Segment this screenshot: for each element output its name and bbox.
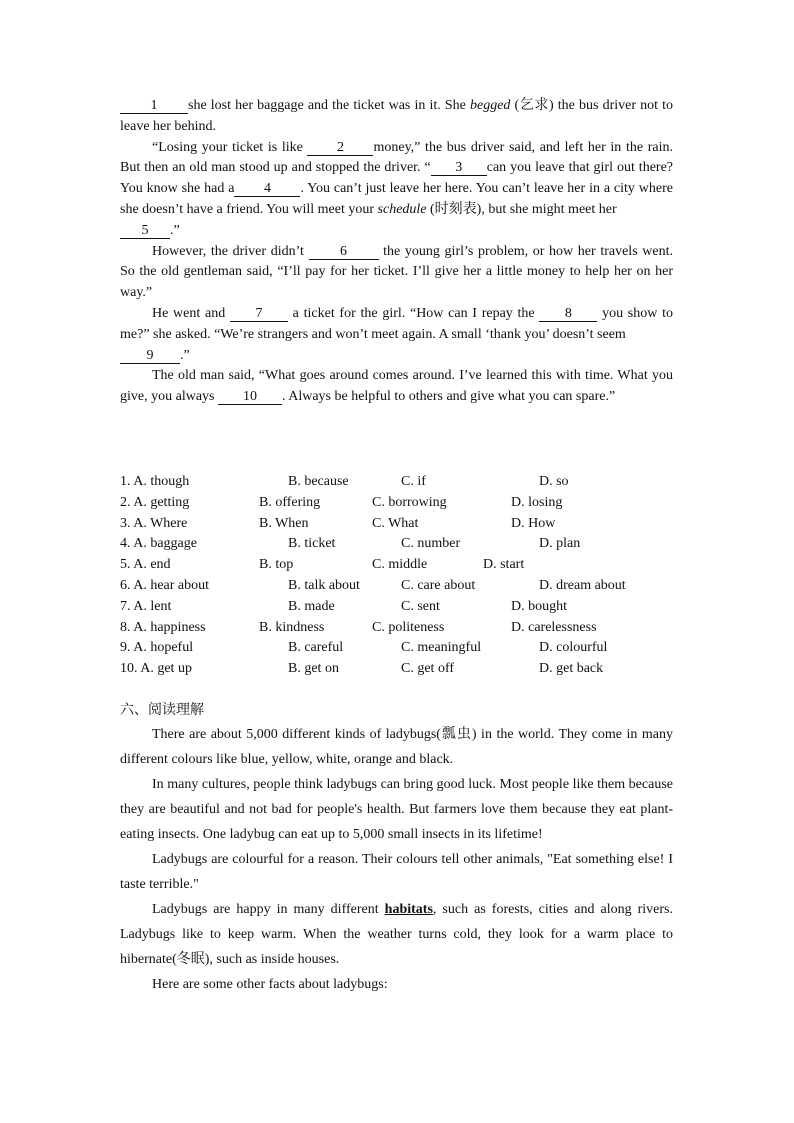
options-row-9 — [120, 638, 680, 659]
options-row-2 — [120, 493, 680, 514]
blank-9[interactable]: 9 — [120, 348, 180, 364]
option-d[interactable]: D. carelessness — [511, 619, 597, 635]
options-row-4 — [120, 534, 680, 555]
option-c[interactable]: C. What — [372, 515, 419, 531]
cloze-paragraph-3: However, the driver didn’t 6 the young girl’s problem, or how her travels went. So the old gentleman said, “I’ll pay for her ticket. I’ll give her a little money to help her on her way.” — [120, 243, 673, 301]
option-d[interactable]: D. get back — [539, 661, 604, 677]
option-c[interactable]: C. care about — [401, 577, 476, 593]
options-row-8 — [120, 618, 680, 639]
option-c[interactable]: C. sent — [401, 598, 440, 614]
option-d[interactable]: D. plan — [539, 536, 581, 552]
reading-paragraph-2: In many cultures, people think ladybugs can bring good luck. Most people like them because they are beautiful and not bad for people's health. But farmers love them because they eat plant-eating insects. One ladybug can eat up to 5,000 small insects in its lifetime! — [120, 777, 673, 842]
option-d[interactable]: D. colourful — [539, 640, 608, 656]
cloze-paragraph-5: The old man said, “What goes around comes around. I’ve learned this with time. What you give, you always 10 . Always be helpful to others and give what you can spare.” — [120, 368, 673, 405]
option-a[interactable]: 2. A. getting — [120, 494, 190, 510]
option-c[interactable]: C. if — [401, 474, 426, 489]
options-row-10 — [120, 659, 680, 680]
option-a[interactable]: 4. A. baggage — [120, 536, 197, 552]
blank-1[interactable]: 1 — [120, 98, 188, 114]
reading-passage — [120, 722, 673, 997]
option-a[interactable]: 8. A. happiness — [120, 619, 206, 635]
option-d[interactable]: D. start — [483, 557, 525, 573]
cloze-paragraph-4: He went and 7 a ticket for the girl. “How can I repay the 8 you show to me?” she asked. “We’re strangers and won’t meet again. A small ‘thank you’ doesn’t seem 9 .” — [120, 305, 673, 363]
option-a[interactable]: 3. A. Where — [120, 515, 188, 531]
option-b[interactable]: B. because — [288, 474, 349, 489]
option-b[interactable]: B. kindness — [259, 619, 325, 635]
option-d[interactable]: D. dream about — [539, 577, 626, 593]
option-a[interactable]: 9. A. hopeful — [120, 640, 194, 656]
option-c[interactable]: C. middle — [372, 557, 428, 573]
options-row-7 — [120, 597, 680, 618]
option-b[interactable]: B. When — [259, 515, 309, 531]
blank-4[interactable]: 4 — [234, 181, 300, 197]
options-row-1 — [120, 472, 680, 493]
option-c[interactable]: C. meaningful — [401, 640, 482, 656]
option-b[interactable]: B. offering — [259, 494, 321, 510]
option-c[interactable]: C. number — [401, 536, 461, 552]
blank-6[interactable]: 6 — [309, 244, 379, 260]
option-a[interactable]: 1. A. though — [120, 474, 190, 489]
option-d[interactable]: D. How — [511, 515, 556, 531]
option-b[interactable]: B. top — [259, 557, 294, 573]
option-b[interactable]: B. talk about — [288, 577, 360, 593]
option-d[interactable]: D. so — [539, 474, 569, 489]
section-title: 六、阅读理解 — [120, 702, 204, 718]
blank-5[interactable]: 5 — [120, 223, 170, 239]
blank-10[interactable]: 10 — [218, 389, 282, 405]
option-c[interactable]: C. get off — [401, 661, 455, 677]
options-list — [120, 472, 680, 680]
option-a[interactable]: 7. A. lent — [120, 598, 172, 614]
option-b[interactable]: B. ticket — [288, 536, 336, 552]
cloze-paragraph-1: 1 she lost her baggage and the ticket was in it. She begged (乞求) the bus driver not to leave her behind. — [120, 98, 673, 134]
blank-2[interactable]: 2 — [307, 140, 373, 156]
options-row-5 — [120, 555, 680, 576]
option-d[interactable]: D. bought — [511, 598, 567, 614]
option-c[interactable]: C. politeness — [372, 619, 445, 635]
reading-paragraph-3: Ladybugs are colourful for a reason. Their colours tell other animals, "Eat something else! I taste terrible." — [120, 852, 673, 892]
reading-paragraph-1: There are about 5,000 different kinds of ladybugs(瓢虫) in the world. They come in many different colours like blue, yellow, white, orange and black. — [120, 727, 673, 767]
option-b[interactable]: B. careful — [288, 640, 344, 656]
blank-8[interactable]: 8 — [539, 306, 597, 322]
option-b[interactable]: B. get on — [288, 661, 339, 677]
option-a[interactable]: 10. A. get up — [120, 661, 192, 677]
blank-7[interactable]: 7 — [230, 306, 288, 322]
highlighted-word: habitats — [384, 902, 433, 917]
cloze-passage — [120, 96, 673, 408]
options-row-3 — [120, 514, 680, 535]
reading-paragraph-5: Here are some other facts about ladybugs: — [152, 977, 388, 992]
option-d[interactable]: D. losing — [511, 494, 563, 510]
options-row-6 — [120, 576, 680, 597]
cloze-paragraph-2: “Losing your ticket is like 2 money,” the bus driver said, and left her in the rain. But then an old man stood up and stopped the driver. “ 3 can you leave that girl out there? You know she had a 4 . You can’t just leave her here. You can’t leave her in a city where she doesn’t have a friend. You will meet your schedule (时刻表), but she might meet her 5 .” — [120, 139, 673, 238]
option-a[interactable]: 6. A. hear about — [120, 577, 210, 593]
blank-3[interactable]: 3 — [431, 160, 487, 176]
option-b[interactable]: B. made — [288, 598, 335, 614]
option-c[interactable]: C. borrowing — [372, 494, 447, 510]
option-a[interactable]: 5. A. end — [120, 557, 171, 573]
reading-paragraph-4: Ladybugs are happy in many different habitats, such as forests, cities and along rivers. Ladybugs like to keep warm. When the weather turns cold, they look for a warm place to hibernate(冬眠), such as inside houses. — [120, 902, 674, 967]
